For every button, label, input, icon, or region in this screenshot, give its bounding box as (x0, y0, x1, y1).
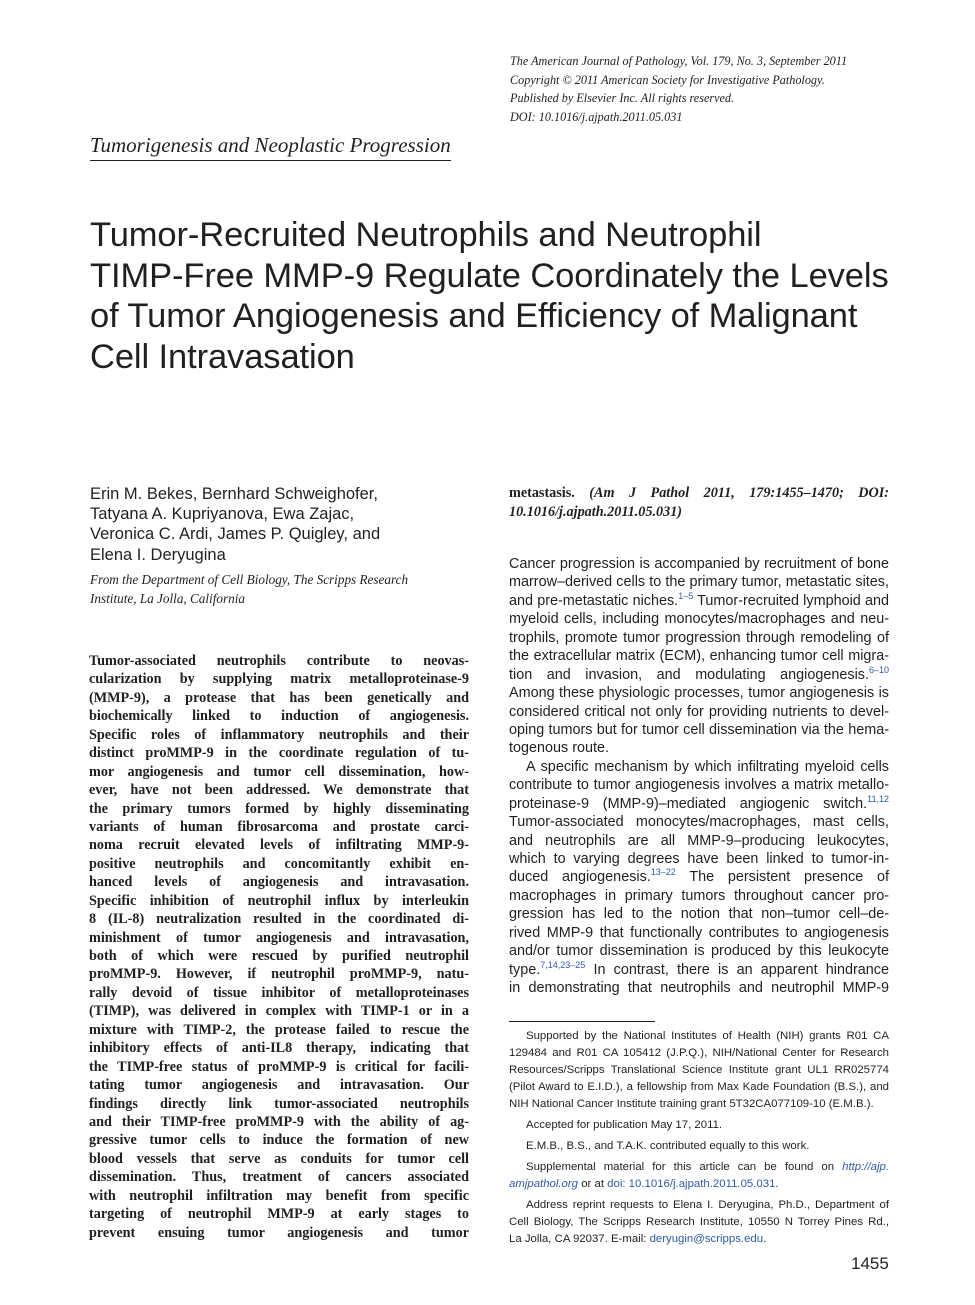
abstract-line: both of which were rescued by purified neutrophil (89, 948, 469, 964)
doi-link[interactable]: doi: 10.1016/j.ajpath.2011.05.031 (607, 1178, 776, 1190)
body-line: togenous route. (509, 740, 610, 757)
author-line: Elena I. Deryugina (90, 545, 226, 564)
abstract-line: the primary tumors formed by highly disseminating (89, 800, 469, 817)
publisher-line: Published by Elsevier Inc. All rights reserved. (510, 91, 735, 105)
abstract-line: Tumor-associated neutrophils contribute to neovas- (89, 653, 469, 669)
reprint-address-line: La Jolla, CA 92037. E-mail: deryugin@scripps.edu. (509, 1233, 767, 1245)
author-list (90, 484, 470, 565)
body-line: considered critical not only for providing nutrients to devel- (509, 703, 889, 720)
abstract-line: rally devoid of tissue inhibitor of metalloproteinases (89, 984, 469, 1001)
supplemental-note-line: amjpathol.org or at doi: 10.1016/j.ajpath.2011.05.031. (509, 1178, 779, 1190)
body-line: and pre-metastatic niches.$^{1-5}$ Tumor-recruited lymphoid and (509, 591, 889, 609)
body-line: tion and invasion, and modulating angiogenesis.$^{6-10}$ (509, 665, 889, 683)
article-title (90, 215, 920, 377)
abstract-line: positive neutrophils and concomitantly exhibit en- (89, 855, 469, 872)
abstract-line: Specific roles of inflammatory neutrophils and their (89, 726, 469, 743)
abstract-line: distinct proMMP-9 in the coordinate regulation of tu- (89, 745, 469, 762)
footnote-divider (509, 1021, 655, 1022)
citation-doi: 10.1016/j.ajpath.2011.05.031) (509, 504, 683, 520)
page-number: 1455 (851, 1254, 889, 1273)
title-line: of Tumor Angiogenesis and Efficiency of Malignant (90, 297, 858, 335)
supplemental-url-link[interactable]: amjpathol.org (509, 1178, 579, 1190)
title-line: Cell Intravasation (90, 337, 355, 376)
body-line: Among these physiologic processes, tumor angiogenesis is (509, 685, 889, 702)
body-line: type.$^{7,14,23-25}$ In contrast, there is an apparent hindrance (509, 960, 889, 978)
affiliation (90, 571, 470, 608)
funding-footnote-line: NIH National Cancer Institute training grant 5T32CA077109-10 (E.M.B.). (509, 1098, 874, 1110)
author-line: Veronica C. Ardi, James P. Quigley, and (90, 525, 381, 544)
author-line: Tatyana A. Kupriyanova, Ewa Zajac, (90, 505, 355, 524)
footnotes (509, 1028, 889, 1248)
reference-link[interactable]: 7,14,23–25 (540, 960, 586, 970)
abstract-line: hanced levels of angiogenesis and intravasation. (89, 874, 469, 891)
body-line: and neutrophils are all MMP-9–producing leukocytes, (509, 832, 889, 849)
body-line: rived MMP-9 that functionally contributes to angiogenesis (509, 924, 889, 941)
abstract-line: (TIMP), was delivered in complex with TIMP-1 or in a (89, 1003, 469, 1020)
abstract-line: proMMP-9. However, if neutrophil proMMP-9, natu- (89, 966, 469, 983)
abstract-line: prevent ensuing tumor angiogenesis and tumor (89, 1224, 469, 1241)
reprint-address-line: Address reprint requests to Elena I. Deryugina, Ph.D., Department of (526, 1199, 889, 1211)
abstract-line: and their TIMP-free proMMP-9 with the ability of ag- (89, 1113, 469, 1130)
body-line: duced angiogenesis.$^{13-22}$ The persistent presence of (509, 868, 889, 886)
title-line: TIMP-Free MMP-9 Regulate Coordinately the Levels (90, 256, 889, 295)
abstract-continuation: metastasis. (509, 485, 575, 501)
reference-link[interactable]: 6–10 (868, 665, 889, 675)
accepted-date: Accepted for publication May 17, 2011. (526, 1119, 723, 1131)
abstract-line: targeting of neutrophil MMP-9 at early stages to (89, 1206, 469, 1223)
body-line: which to varying degrees have been linked to tumor-in- (509, 851, 889, 867)
doi-line: DOI: 10.1016/j.ajpath.2011.05.031 (510, 109, 683, 124)
abstract (89, 652, 469, 1242)
affiliation-line: Institute, La Jolla, California (90, 590, 245, 606)
email-link[interactable]: deryugin@scripps.edu (649, 1233, 764, 1245)
body-line: oping tumors but for tumor cell dissemination via the hema- (509, 721, 889, 738)
abstract-line: (MMP-9), a protease that has been genetically and (89, 689, 469, 706)
body-line: marrow–derived cells to the primary tumor, metastatic sites, (509, 574, 889, 591)
funding-footnote-line: 129484 and R01 CA 105412 (J.P.Q.), NIH/National Center for Research (509, 1047, 889, 1059)
title-line: Tumor-Recruited Neutrophils and Neutrophil (90, 216, 762, 254)
reference-link[interactable]: 11,12 (867, 794, 889, 804)
abstract-line: Specific inhibition of neutrophil influx by interleukin (89, 892, 469, 909)
body-line: proteinase-9 (MMP-9)–mediated angiogenic switch.$^{11,12}$ (509, 794, 889, 812)
abstract-line: cularization by supplying matrix metalloproteinase-9 (89, 671, 469, 688)
abstract-line: ever, have not been addressed. We demonstrate that (89, 782, 469, 799)
supplemental-url-link[interactable]: http://ajp. (842, 1161, 889, 1173)
body-line: the extracellular matrix (ECM), enhancing tumor cell migra- (509, 648, 889, 665)
body-line: trophils, promote tumor progression through remodeling of (509, 629, 889, 646)
funding-footnote-line: (Pilot Award to E.I.D.), a fellowship from Max Kade Foundation (B.S.), and (509, 1081, 889, 1093)
section-heading: Tumorigenesis and Neoplastic Progression (90, 132, 451, 161)
reprint-address-line: Cell Biology, The Scripps Research Institute, 10550 N Torrey Pines Rd., (509, 1216, 889, 1228)
body-line: A specific mechanism by which infiltrating myeloid cells (526, 758, 889, 775)
body-line: myeloid cells, including monocytes/macrophages and neu- (509, 611, 889, 628)
journal-info (510, 52, 950, 126)
abstract-line: mor angiogenesis and tumor cell dissemination, how- (89, 763, 469, 780)
body-line: Cancer progression is accompanied by recruitment of bone (509, 556, 889, 572)
equal-contribution-note: E.M.B., B.S., and T.A.K. contributed equally to this work. (526, 1140, 810, 1152)
body-line: contribute to tumor angiogenesis involves a matrix metallo- (509, 777, 889, 794)
abstract-line: gressive tumor cells to induce the formation of new (89, 1132, 469, 1149)
abstract-line: blood vessels that serve as conduits for tumor cell (89, 1150, 469, 1167)
body-line: in demonstrating that neutrophils and neutrophil MMP-9 (509, 980, 889, 997)
body-line: macrophages in primary tumors throughout cancer pro- (509, 887, 889, 904)
abstract-line: biochemically linked to induction of angiogenesis. (89, 708, 469, 725)
abstract-line: the TIMP-free status of proMMP-9 is critical for facili- (89, 1058, 469, 1075)
reference-link[interactable]: 13–22 (650, 868, 676, 878)
body-text (509, 555, 889, 998)
abstract-line: tating tumor angiogenesis and intravasation. Our (89, 1077, 469, 1094)
abstract-line: variants of human fibrosarcoma and prostate carci- (89, 818, 469, 835)
abstract-line: dissemination. Thus, treatment of cancers associated (89, 1169, 469, 1186)
body-line: gression has led to the notion that non–tumor cell–de- (509, 906, 889, 923)
body-line: Tumor-associated monocytes/macrophages, mast cells, (509, 814, 889, 831)
supplemental-note-line: Supplemental material for this article can be found on http://ajp. (526, 1161, 889, 1173)
body-line: and/or tumor dissemination is produced by this leukocyte (509, 943, 889, 960)
abstract-line: mixture with TIMP-2, the protease failed to rescue the (89, 1021, 469, 1038)
author-line: Erin M. Bekes, Bernhard Schweighofer, (90, 485, 378, 503)
journal-citation-line: The American Journal of Pathology, Vol. 179, No. 3, September 2011 (510, 54, 848, 68)
affiliation-line: From the Department of Cell Biology, The Scripps Research (90, 572, 409, 587)
abstract-line: 8 (IL-8) neutralization resulted in the coordinated di- (89, 911, 469, 928)
citation-block (509, 484, 889, 522)
abstract-line: with neutrophil infiltration may benefit from specific (89, 1187, 469, 1204)
copyright-line: Copyright © 2011 American Society for Investigative Pathology. (510, 72, 825, 87)
funding-footnote-line: Resources/Scripps Translational Science Institute grant UL1 RR025774 (509, 1064, 889, 1076)
abstract-line: minishment of tumor angiogenesis and intravasation, (89, 929, 469, 946)
citation-reference: (Am J Pathol 2011, 179:1455–1470; DOI: (589, 485, 889, 501)
reference-link[interactable]: 1–5 (678, 591, 694, 601)
funding-footnote-line: Supported by the National Institutes of Health (NIH) grants R01 CA (526, 1030, 889, 1042)
abstract-line: inhibitory effects of anti-IL8 therapy, indicating that (89, 1040, 469, 1057)
abstract-line: findings directly link tumor-associated neutrophils (89, 1095, 469, 1112)
abstract-line: noma recruit elevated levels of infiltrating MMP-9- (89, 837, 469, 854)
